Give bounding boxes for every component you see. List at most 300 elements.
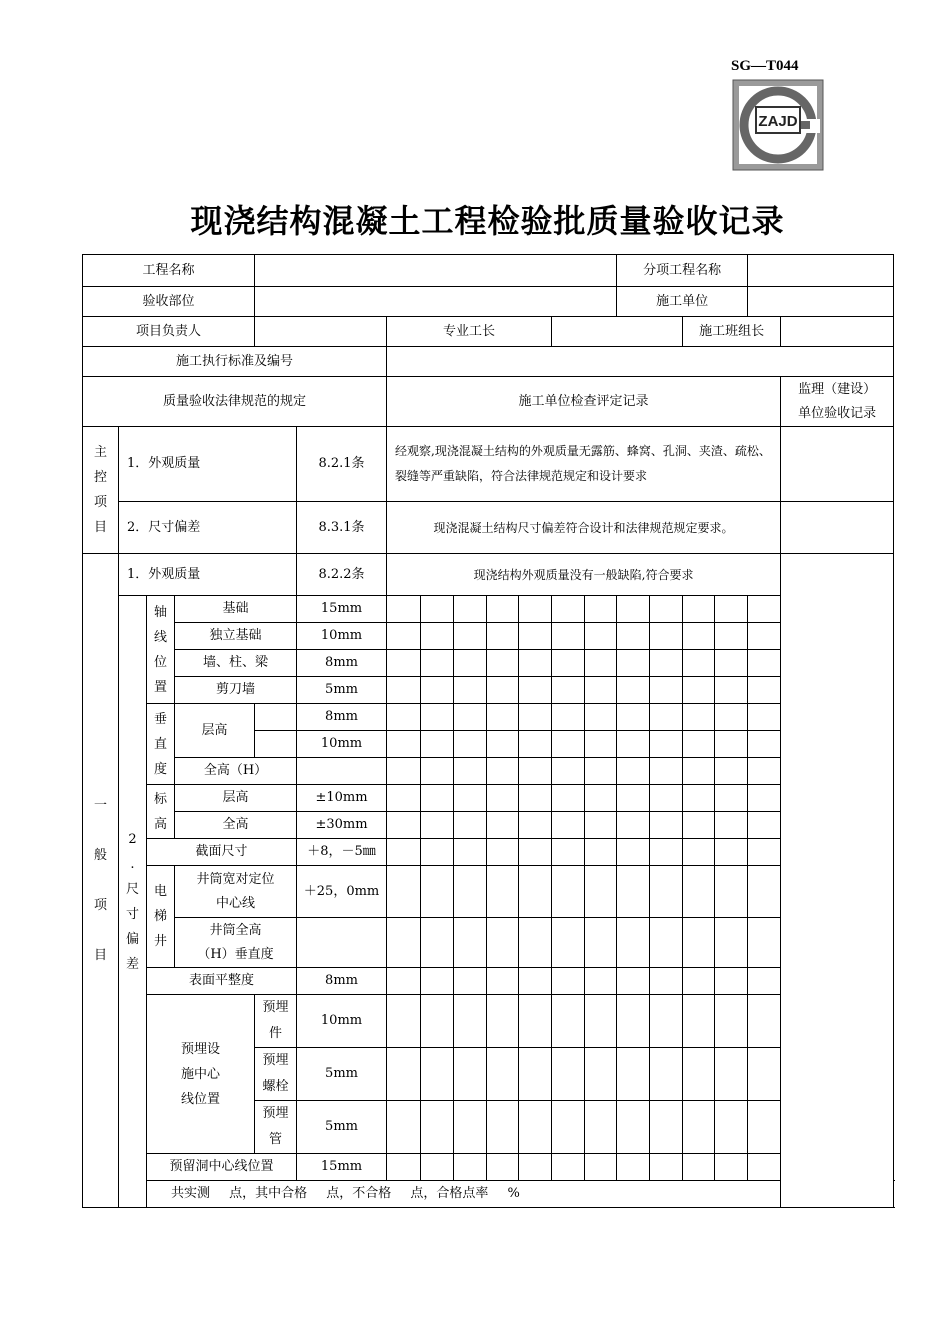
cell[interactable] — [650, 704, 683, 731]
elevation-full: 全高 — [175, 812, 297, 839]
elev-shaft-char-3: 井 — [153, 934, 167, 949]
cell[interactable] — [585, 968, 617, 995]
cell[interactable] — [650, 731, 683, 758]
cell[interactable] — [387, 758, 421, 785]
cell[interactable] — [748, 677, 781, 704]
cell[interactable] — [421, 1154, 454, 1181]
foreman-label: 专业工长 — [387, 317, 552, 347]
axis-wall-column-beam-tol: 8mm — [297, 650, 387, 677]
cell[interactable] — [715, 1101, 748, 1154]
cell[interactable] — [715, 596, 748, 623]
shaft-width-label — [175, 866, 297, 918]
cell[interactable] — [748, 596, 781, 623]
cell[interactable] — [683, 1154, 715, 1181]
cell[interactable] — [387, 650, 421, 677]
cell[interactable] — [585, 677, 617, 704]
standard-label: 施工执行标准及编号 — [83, 347, 387, 377]
cell[interactable] — [585, 758, 617, 785]
cell[interactable] — [683, 785, 715, 812]
cell[interactable] — [650, 812, 683, 839]
cell[interactable] — [650, 596, 683, 623]
elev-shaft-char-2: 梯 — [153, 909, 167, 924]
cell[interactable] — [715, 918, 748, 968]
cell[interactable] — [552, 785, 585, 812]
cell[interactable] — [585, 731, 617, 758]
cell[interactable] — [650, 785, 683, 812]
axis-wall-column-beam: 墙、柱、梁 — [175, 650, 297, 677]
cell[interactable] — [421, 839, 454, 866]
cell[interactable] — [487, 704, 519, 731]
embedded-line1: 预埋设 — [181, 1041, 221, 1057]
cell[interactable] — [617, 1048, 650, 1101]
cell[interactable] — [454, 731, 487, 758]
inspection-form — [82, 254, 894, 1208]
cell[interactable] — [421, 677, 454, 704]
cell[interactable] — [519, 968, 552, 995]
cell[interactable] — [387, 704, 421, 731]
cell[interactable] — [454, 1048, 487, 1101]
cell[interactable] — [487, 650, 519, 677]
axis-char-3: 位 — [153, 654, 167, 670]
cell[interactable] — [585, 995, 617, 1048]
main-item1-label: 1．外观质量 — [119, 427, 297, 502]
vert-char-1: 垂 — [153, 711, 167, 727]
cell[interactable] — [650, 1048, 683, 1101]
cell[interactable] — [421, 995, 454, 1048]
cell[interactable] — [552, 1154, 585, 1181]
cell[interactable] — [387, 731, 421, 758]
project-name-label: 工程名称 — [83, 255, 255, 287]
cell[interactable] — [617, 839, 650, 866]
cell[interactable] — [387, 812, 421, 839]
cell[interactable] — [552, 1101, 585, 1154]
cell[interactable] — [683, 866, 715, 918]
cell[interactable] — [748, 650, 781, 677]
cell[interactable] — [421, 1101, 454, 1154]
cell[interactable] — [454, 704, 487, 731]
cell[interactable] — [650, 677, 683, 704]
cell[interactable] — [748, 1101, 781, 1154]
dim-char-4: 寸 — [125, 906, 139, 922]
cell[interactable] — [748, 1154, 781, 1181]
dim-char-2: . — [130, 856, 135, 872]
elev-char-2: 高 — [153, 816, 167, 832]
cell[interactable] — [585, 918, 617, 968]
cell[interactable] — [585, 704, 617, 731]
cell[interactable] — [683, 839, 715, 866]
cell[interactable] — [715, 758, 748, 785]
cell[interactable] — [683, 758, 715, 785]
cell[interactable] — [748, 968, 781, 995]
cell[interactable] — [519, 785, 552, 812]
foreman-field[interactable] — [552, 317, 683, 347]
project-manager-field[interactable] — [255, 317, 387, 347]
supervision-header-line2: 单位验收记录 — [798, 405, 877, 421]
cell[interactable] — [715, 995, 748, 1048]
cell[interactable] — [715, 812, 748, 839]
cell[interactable] — [748, 812, 781, 839]
cell[interactable] — [454, 623, 487, 650]
elevator-shaft-label — [147, 866, 175, 968]
cell[interactable] — [650, 623, 683, 650]
cell[interactable] — [650, 839, 683, 866]
reserved-hole-label: 预留洞中心线位置 — [147, 1154, 297, 1181]
axis-char-4: 置 — [153, 679, 167, 695]
shaft-width-line1: 井筒宽对定位 — [196, 871, 275, 887]
verticality-label — [147, 704, 175, 785]
cell[interactable] — [421, 866, 454, 918]
cell[interactable] — [552, 650, 585, 677]
cell[interactable] — [487, 812, 519, 839]
acceptance-part-field[interactable] — [255, 287, 617, 317]
cell[interactable] — [519, 866, 552, 918]
storey-height-tol-1: 8mm — [297, 704, 387, 731]
cell[interactable] — [683, 968, 715, 995]
cell[interactable] — [487, 995, 519, 1048]
cell[interactable] — [552, 866, 585, 918]
cell[interactable] — [650, 758, 683, 785]
cell[interactable] — [585, 785, 617, 812]
cell[interactable] — [715, 785, 748, 812]
cell[interactable] — [748, 918, 781, 968]
cell[interactable] — [650, 866, 683, 918]
cell[interactable] — [715, 1048, 748, 1101]
cell[interactable] — [421, 596, 454, 623]
cell[interactable] — [683, 1048, 715, 1101]
svg-text:ZAJD: ZAJD — [758, 113, 798, 130]
cell[interactable] — [454, 812, 487, 839]
cell[interactable] — [683, 623, 715, 650]
cell[interactable] — [715, 1154, 748, 1181]
main-label-char-1: 主 — [93, 445, 107, 460]
cell[interactable] — [487, 596, 519, 623]
reserved-hole-tol: 15mm — [297, 1154, 387, 1181]
project-name-field[interactable] — [255, 255, 617, 287]
cell[interactable] — [683, 677, 715, 704]
cell[interactable] — [748, 866, 781, 918]
vert-char-2: 直 — [153, 736, 167, 752]
cell[interactable] — [421, 731, 454, 758]
cell[interactable] — [617, 968, 650, 995]
cell[interactable] — [387, 785, 421, 812]
cell[interactable] — [552, 968, 585, 995]
page-title: 现浇结构混凝土工程检验批质量验收记录 — [190, 202, 785, 240]
cell[interactable] — [715, 677, 748, 704]
embedded-bolt: 预埋螺栓 — [255, 1048, 297, 1101]
shaft-height-tol[interactable] — [297, 918, 387, 968]
cell[interactable] — [454, 995, 487, 1048]
cell[interactable] — [421, 1048, 454, 1101]
cell[interactable] — [617, 1154, 650, 1181]
elevation-storey-tol: ±10mm — [297, 785, 387, 812]
cell[interactable] — [617, 623, 650, 650]
storey-height-sub-1[interactable] — [255, 704, 297, 731]
cell[interactable] — [585, 623, 617, 650]
cell[interactable] — [650, 918, 683, 968]
cell[interactable] — [683, 812, 715, 839]
storey-height-label: 层高 — [175, 704, 255, 758]
team-leader-field[interactable] — [781, 317, 894, 347]
construction-unit-field[interactable] — [748, 287, 894, 317]
cell[interactable] — [454, 650, 487, 677]
embedded-line2: 施中心 — [181, 1066, 221, 1082]
axis-foundation-tol: 15mm — [297, 596, 387, 623]
cell[interactable] — [487, 1101, 519, 1154]
cell[interactable] — [552, 596, 585, 623]
cell[interactable] — [387, 677, 421, 704]
embedded-part: 预埋件 — [255, 995, 297, 1048]
cell[interactable] — [421, 650, 454, 677]
cell[interactable] — [454, 758, 487, 785]
cell[interactable] — [748, 623, 781, 650]
cell[interactable] — [454, 918, 487, 968]
cell[interactable] — [585, 596, 617, 623]
cell[interactable] — [519, 839, 552, 866]
cell[interactable] — [387, 839, 421, 866]
acceptance-part-label: 验收部位 — [83, 287, 255, 317]
company-logo — [732, 79, 824, 171]
construction-unit-label: 施工单位 — [617, 287, 748, 317]
cell[interactable] — [617, 596, 650, 623]
cell[interactable] — [387, 995, 421, 1048]
shaft-width-line2: 中心线 — [216, 895, 256, 911]
summary-row: 共实测 点，其中合格 点，不合格 点，合格点率 % — [147, 1181, 894, 1208]
cell[interactable] — [650, 1101, 683, 1154]
axis-position-label — [147, 596, 175, 704]
cell[interactable] — [387, 866, 421, 918]
elevation-storey: 层高 — [175, 785, 297, 812]
general-item1-label: 1．外观质量 — [119, 554, 297, 596]
cell[interactable] — [454, 785, 487, 812]
cell[interactable] — [421, 758, 454, 785]
cell[interactable] — [617, 918, 650, 968]
cell[interactable] — [387, 596, 421, 623]
axis-foundation: 基础 — [175, 596, 297, 623]
cell[interactable] — [519, 677, 552, 704]
cell[interactable] — [519, 1048, 552, 1101]
cell[interactable] — [454, 1154, 487, 1181]
supervision-header — [781, 377, 894, 427]
main-label-char-4: 目 — [93, 520, 107, 535]
cell[interactable] — [552, 758, 585, 785]
cell[interactable] — [683, 650, 715, 677]
cell[interactable] — [552, 623, 585, 650]
cell[interactable] — [617, 677, 650, 704]
cell[interactable] — [487, 918, 519, 968]
cell[interactable] — [421, 623, 454, 650]
cell[interactable] — [683, 704, 715, 731]
cell[interactable] — [552, 918, 585, 968]
axis-independent-foundation: 独立基础 — [175, 623, 297, 650]
cell[interactable] — [715, 968, 748, 995]
cell[interactable] — [715, 623, 748, 650]
elev-char-1: 标 — [153, 791, 167, 807]
cell[interactable] — [748, 704, 781, 731]
elevation-full-tol: ±30mm — [297, 812, 387, 839]
cell[interactable] — [748, 839, 781, 866]
cell[interactable] — [715, 650, 748, 677]
cell[interactable] — [487, 677, 519, 704]
embedded-pipe-tol: 5mm — [297, 1101, 387, 1154]
cell[interactable] — [519, 918, 552, 968]
cell[interactable] — [715, 839, 748, 866]
cell[interactable] — [487, 1154, 519, 1181]
cell[interactable] — [387, 1101, 421, 1154]
embedded-part-tol: 10mm — [297, 995, 387, 1048]
dim-char-6: 差 — [125, 956, 139, 972]
cell[interactable] — [552, 995, 585, 1048]
cell[interactable] — [617, 731, 650, 758]
cell[interactable] — [487, 785, 519, 812]
axis-char-1: 轴 — [153, 604, 167, 620]
main-label-char-3: 项 — [93, 495, 107, 510]
sub-project-field[interactable] — [748, 255, 894, 287]
surface-flatness-label: 表面平整度 — [147, 968, 297, 995]
cell[interactable] — [617, 1101, 650, 1154]
cell[interactable] — [519, 596, 552, 623]
cell[interactable] — [683, 995, 715, 1048]
cell[interactable] — [487, 731, 519, 758]
cell[interactable] — [387, 968, 421, 995]
cell[interactable] — [617, 995, 650, 1048]
elev-shaft-char-1: 电 — [153, 884, 167, 899]
cell[interactable] — [454, 866, 487, 918]
cell[interactable] — [585, 1048, 617, 1101]
cell[interactable] — [519, 812, 552, 839]
cell[interactable] — [519, 758, 552, 785]
shaft-height-line2: （H）垂直度 — [197, 946, 274, 962]
cell[interactable] — [487, 623, 519, 650]
cell[interactable] — [387, 918, 421, 968]
cell[interactable] — [585, 839, 617, 866]
cell[interactable] — [617, 812, 650, 839]
standard-field[interactable] — [387, 347, 894, 377]
cell[interactable] — [585, 812, 617, 839]
cell[interactable] — [683, 596, 715, 623]
cell[interactable] — [715, 731, 748, 758]
cell[interactable] — [585, 1101, 617, 1154]
cell[interactable] — [748, 995, 781, 1048]
cell[interactable] — [683, 731, 715, 758]
cell[interactable] — [421, 785, 454, 812]
shaft-height-label — [175, 918, 297, 968]
cell[interactable] — [552, 812, 585, 839]
cell[interactable] — [421, 704, 454, 731]
cell[interactable] — [552, 839, 585, 866]
cell[interactable] — [387, 1154, 421, 1181]
cell[interactable] — [748, 1048, 781, 1101]
project-manager-label: 项目负责人 — [83, 317, 255, 347]
surface-flatness-tol: 8mm — [297, 968, 387, 995]
embedded-label — [147, 995, 255, 1154]
general-item1-record: 现浇结构外观质量没有一般缺陷,符合要求 — [387, 554, 781, 596]
full-height-tol[interactable] — [297, 758, 387, 785]
cell[interactable] — [487, 1048, 519, 1101]
cell[interactable] — [683, 918, 715, 968]
cell[interactable] — [585, 1154, 617, 1181]
cell[interactable] — [454, 596, 487, 623]
general-supervision[interactable] — [781, 554, 894, 1208]
cell[interactable] — [519, 704, 552, 731]
cell[interactable] — [650, 650, 683, 677]
main-item2-label: 2．尺寸偏差 — [119, 502, 297, 554]
cell[interactable] — [617, 758, 650, 785]
cell[interactable] — [617, 785, 650, 812]
dim-char-5: 偏 — [125, 931, 139, 947]
general-label-char-4: 目 — [93, 948, 107, 963]
cell[interactable] — [552, 677, 585, 704]
cell[interactable] — [487, 866, 519, 918]
cell[interactable] — [487, 758, 519, 785]
cell[interactable] — [454, 1101, 487, 1154]
cell[interactable] — [617, 704, 650, 731]
general-label-char-3: 项 — [93, 898, 107, 913]
storey-height-sub-2[interactable] — [255, 731, 297, 758]
general-label-char-2: 般 — [93, 848, 107, 863]
section-size-label: 截面尺寸 — [147, 839, 297, 866]
main-items-group-label — [83, 427, 119, 554]
cell[interactable] — [454, 677, 487, 704]
cell[interactable] — [519, 995, 552, 1048]
cell[interactable] — [421, 812, 454, 839]
main-item2-clause: 8.3.1条 — [297, 502, 387, 554]
cell[interactable] — [715, 866, 748, 918]
cell[interactable] — [617, 866, 650, 918]
check-record-header: 施工单位检查评定记录 — [387, 377, 781, 427]
cell[interactable] — [454, 968, 487, 995]
cell[interactable] — [715, 704, 748, 731]
shaft-width-tol: ＋25，0mm — [297, 866, 387, 918]
cell[interactable] — [585, 650, 617, 677]
vert-char-3: 度 — [153, 761, 167, 777]
dim-char-3: 尺 — [125, 881, 139, 897]
cell[interactable] — [519, 1101, 552, 1154]
cell[interactable] — [617, 650, 650, 677]
cell[interactable] — [552, 731, 585, 758]
cell[interactable] — [387, 623, 421, 650]
main-item1-supervision[interactable] — [781, 427, 894, 502]
main-item2-record: 现浇混凝土结构尺寸偏差符合设计和法律规范规定要求。 — [387, 502, 781, 554]
cell[interactable] — [519, 1154, 552, 1181]
cell[interactable] — [387, 1048, 421, 1101]
general-items-group-label — [83, 554, 119, 1208]
cell[interactable] — [421, 968, 454, 995]
cell[interactable] — [748, 785, 781, 812]
cell[interactable] — [519, 623, 552, 650]
cell[interactable] — [748, 758, 781, 785]
cell[interactable] — [650, 1154, 683, 1181]
storey-height-tol-2: 10mm — [297, 731, 387, 758]
cell[interactable] — [585, 866, 617, 918]
full-height-label: 全高（H） — [175, 758, 297, 785]
cell[interactable] — [683, 1101, 715, 1154]
cell[interactable] — [748, 731, 781, 758]
cell[interactable] — [552, 704, 585, 731]
cell[interactable] — [421, 918, 454, 968]
cell[interactable] — [650, 968, 683, 995]
cell[interactable] — [519, 650, 552, 677]
axis-independent-foundation-tol: 10mm — [297, 623, 387, 650]
cell[interactable] — [454, 839, 487, 866]
cell[interactable] — [487, 968, 519, 995]
cell[interactable] — [552, 1048, 585, 1101]
cell[interactable] — [519, 731, 552, 758]
shaft-height-line1: 井筒全高 — [209, 922, 262, 938]
cell[interactable] — [650, 995, 683, 1048]
main-item2-supervision[interactable] — [781, 502, 894, 554]
cell[interactable] — [487, 839, 519, 866]
general-label-char-1: 一 — [93, 798, 107, 813]
